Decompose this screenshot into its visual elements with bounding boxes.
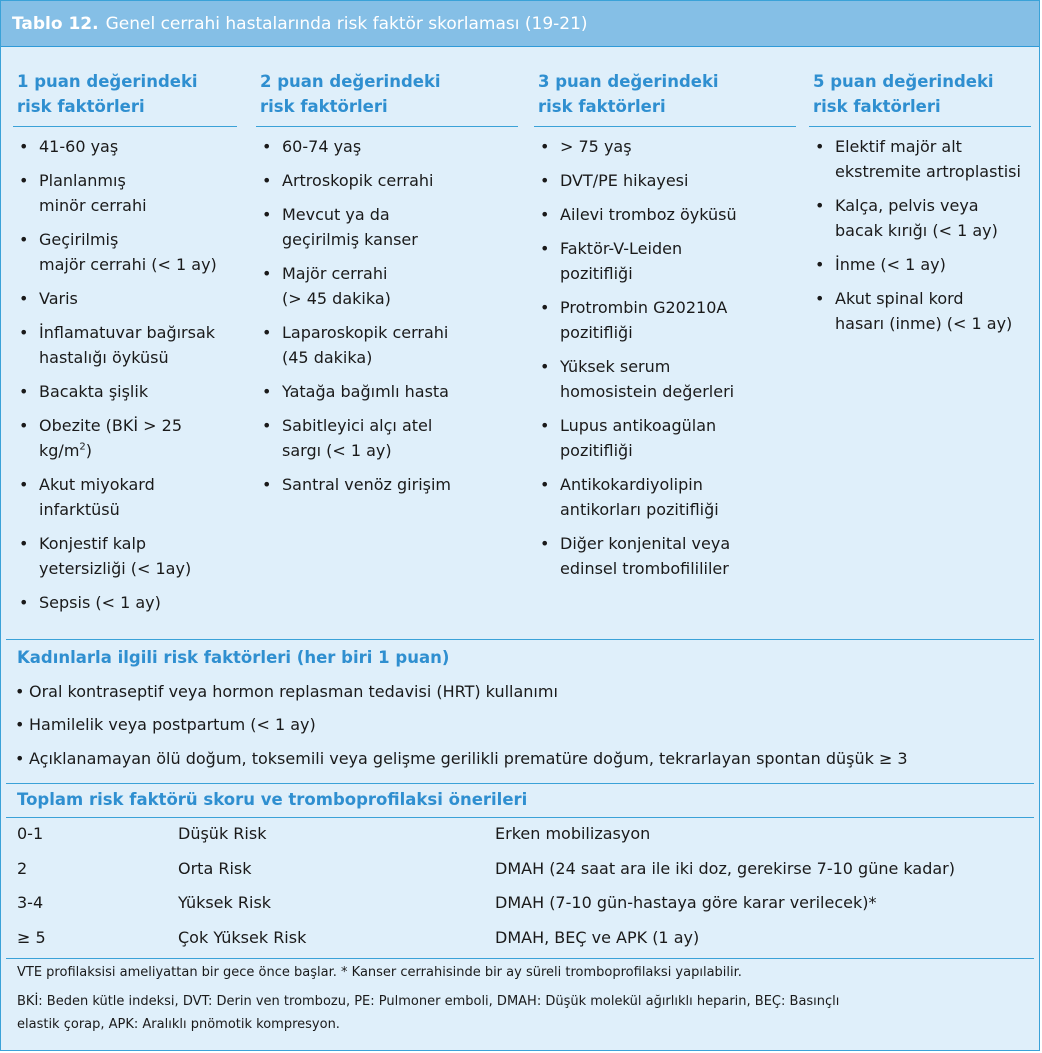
women-section-title: Kadınlarla ilgili risk faktörleri (her biri 1 puan)	[17, 648, 450, 667]
list-item-obezite: • Obezite (BKİ > 25 $kg/m^2$)	[17, 413, 241, 463]
list-item: • Geçirilmiş majör cerrahi (< 1 ay)	[17, 227, 241, 277]
list-item: • DVT/PE hikayesi	[538, 168, 800, 193]
list-item: • > 75 yaş	[538, 134, 800, 159]
table-number: Tablo 12.	[12, 13, 99, 34]
footnote: elastik çorap, APK: Aralıklı pnömotik kompresyon.	[17, 1017, 340, 1032]
list-item: • Santral venöz girişim	[260, 472, 522, 497]
table-title	[1, 1, 1039, 47]
section-divider	[6, 783, 1034, 784]
list-item: • Lupus antikoagülan pozitifliği	[538, 413, 800, 463]
list-item: • Protrombin G20210A pozitifliği	[538, 295, 800, 345]
section-divider	[6, 817, 1034, 818]
risk-cell: Yüksek Risk	[178, 893, 272, 912]
column-3-point	[538, 47, 800, 639]
column-5-point	[813, 47, 1035, 639]
table-row	[17, 822, 1029, 846]
recommendation-cell: DMAH (24 saat ara ile iki doz, gerekirse 7-10 güne kadar)	[495, 859, 955, 878]
table-row	[17, 926, 1029, 950]
score-cell: 0-1	[17, 824, 44, 843]
section-divider	[6, 639, 1034, 640]
list-item: • Konjestif kalp yetersizliği (< 1ay)	[17, 531, 241, 581]
column-heading: 3 puan değerindeki risk faktörleri	[538, 72, 719, 116]
list-item: • 41-60 yaş	[17, 134, 241, 159]
list-item: • Planlanmış minör cerrahi	[17, 168, 241, 218]
column-heading: 2 puan değerindeki risk faktörleri	[260, 72, 441, 116]
list-item: • Ailevi tromboz öyküsü	[538, 202, 800, 227]
footnote: BKİ: Beden kütle indeksi, DVT: Derin ven trombozu, PE: Pulmoner emboli, DMAH: Düşük molekül ağırlıklı heparin, BEÇ: Basınçlı	[17, 994, 840, 1009]
column-divider	[256, 126, 518, 127]
list-item: • Faktör-V-Leiden pozitifliği	[538, 236, 800, 286]
column-heading: 1 puan değerindeki risk faktörleri	[17, 72, 198, 116]
score-cell: 2	[17, 859, 28, 878]
column-divider	[809, 126, 1031, 127]
recommendation-cell: DMAH, BEÇ ve APK (1 ay)	[495, 928, 700, 947]
score-cell: ≥ 5	[17, 928, 46, 947]
column-1-point	[17, 47, 241, 639]
list-item: • Akut spinal kord hasarı (inme) (< 1 ay)	[813, 286, 1035, 336]
factor-list	[17, 134, 241, 624]
table-title-text: Genel cerrahi hastalarında risk faktör skorlaması (19-21)	[105, 13, 588, 34]
column-divider	[13, 126, 237, 127]
table-row	[17, 891, 1029, 915]
risk-cell: Çok Yüksek Risk	[178, 928, 307, 947]
column-2-point	[260, 47, 522, 639]
list-item: • Varis	[17, 286, 241, 311]
risk-columns	[1, 47, 1039, 639]
list-item: • Oral kontraseptif veya hormon replasman tedavisi (HRT) kullanımı	[15, 681, 558, 703]
list-item: • Elektif majör alt ekstremite artroplastisi	[813, 134, 1035, 184]
list-item: • İnme (< 1 ay)	[813, 252, 1035, 277]
factor-list	[538, 134, 800, 590]
list-item: • Mevcut ya da geçirilmiş kanser	[260, 202, 522, 252]
risk-cell: Orta Risk	[178, 859, 252, 878]
recommendation-cell: Erken mobilizasyon	[495, 824, 651, 843]
factor-list	[813, 134, 1035, 345]
footnote: VTE profilaksisi ameliyattan bir gece önce başlar. * Kanser cerrahisinde bir ay süreli tromboprofilaksi yapılabilir.	[17, 965, 742, 980]
list-item: • Akut miyokard infarktüsü	[17, 472, 241, 522]
column-divider	[534, 126, 796, 127]
column-heading: 5 puan değerindeki risk faktörleri	[813, 72, 994, 116]
list-item: • Sepsis (< 1 ay)	[17, 590, 241, 615]
risk-cell: Düşük Risk	[178, 824, 267, 843]
score-section-title: Toplam risk faktörü skoru ve tromboprofilaksi önerileri	[17, 790, 528, 809]
list-item: • Antikokardiyolipin antikorları pozitifliği	[538, 472, 800, 522]
list-item: • Açıklanamayan ölü doğum, toksemili veya gelişme gerilikli prematüre doğum, tekrarlayan spontan düşük ≥ 3	[15, 748, 908, 770]
list-item: • Laparoskopik cerrahi (45 dakika)	[260, 320, 522, 370]
list-item: • Diğer konjenital veya edinsel trombofilililer	[538, 531, 800, 581]
factor-list	[260, 134, 522, 506]
list-item: • 60-74 yaş	[260, 134, 522, 159]
list-item: • Yatağa bağımlı hasta	[260, 379, 522, 404]
list-item: • Bacakta şişlik	[17, 379, 241, 404]
list-item: • Kalça, pelvis veya bacak kırığı (< 1 ay)	[813, 193, 1035, 243]
table-row	[17, 857, 1029, 881]
score-cell: 3-4	[17, 893, 44, 912]
section-divider	[6, 958, 1034, 959]
list-item: • Hamilelik veya postpartum (< 1 ay)	[15, 714, 316, 736]
list-item: • Artroskopik cerrahi	[260, 168, 522, 193]
list-item: • İnflamatuvar bağırsak hastalığı öyküsü	[17, 320, 241, 370]
list-item: • Sabitleyici alçı atel sargı (< 1 ay)	[260, 413, 522, 463]
list-item: • Yüksek serum homosistein değerleri	[538, 354, 800, 404]
list-item: • Majör cerrahi (> 45 dakika)	[260, 261, 522, 311]
recommendation-cell: DMAH (7-10 gün-hastaya göre karar verilecek)*	[495, 893, 877, 912]
